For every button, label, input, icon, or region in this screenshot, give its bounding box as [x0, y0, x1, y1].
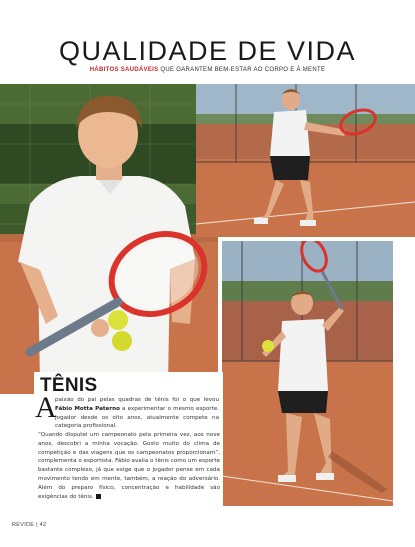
article-body-text: “Quando disputei um campeonato pela primeira vez, aos nove anos, descobri a minha vocação. Gosto muito do clima de competição e das viagens que os campeonatos proporcionam”, complementa o esportista. Fábio avalia o tênis como um esporte bastante complexo, já que exige que o jogador pense em cada movimento tendo em mente, também, a reação do adversário. Além do preparo físico, concentração e habilidade são exigências do tênis. [38, 432, 220, 500]
subtitle-rest: QUE GARANTEM BEM-ESTAR AO CORPO E À MENTE [158, 67, 326, 73]
magazine-name: REVIDE [12, 522, 35, 528]
photo-player-backhand [196, 84, 415, 237]
photo-player-portrait [0, 84, 218, 394]
article-body [38, 431, 220, 501]
page-footer [12, 522, 46, 528]
end-of-article-icon [96, 494, 101, 499]
photo-player-serve [222, 241, 393, 506]
section-title: QUALIDADE DE VIDA [58, 36, 357, 66]
intro-text-1: paixão do pai pelas quadras de tênis foi o que levou [55, 397, 219, 403]
article-intro [55, 396, 219, 431]
article-title: TÊNIS [40, 375, 98, 396]
subtitle-accent: HÁBITOS SAUDÁVEIS [89, 67, 159, 73]
section-subtitle [0, 67, 415, 73]
intro-text-2: a experimentar o mesmo esporte. Jogador desde os oito anos, atualmente compete na categoria profissional. [55, 405, 219, 430]
footer-separator: | [34, 522, 40, 528]
page-number: 42 [39, 522, 47, 528]
athlete-name: Fábio Motta Paterno [55, 405, 120, 412]
drop-cap: A [35, 391, 57, 424]
